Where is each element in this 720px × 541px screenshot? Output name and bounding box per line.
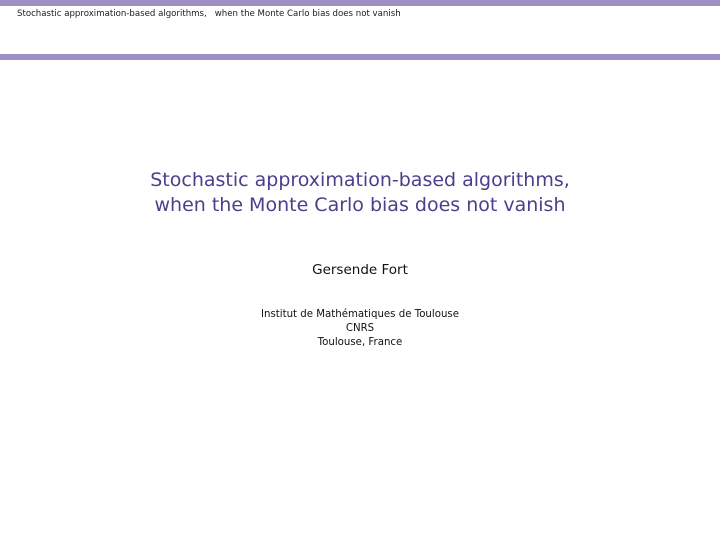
running-header-subtitle: when the Monte Carlo bias does not vanish	[214, 9, 401, 19]
slide-title-line-2: when the Monte Carlo bias does not vanish	[154, 194, 566, 216]
running-header	[17, 9, 401, 19]
running-header-title: Stochastic approximation-based algorithms,	[17, 9, 207, 19]
affiliation-organization: CNRS	[345, 323, 375, 334]
header-band	[0, 54, 720, 60]
slide-title-line-1: Stochastic approximation-based algorithms,	[150, 169, 570, 191]
author-name: Gersende Fort	[312, 262, 408, 278]
top-accent-bar	[0, 0, 720, 6]
affiliation	[0, 308, 720, 350]
affiliation-institute: Institut de Mathématiques de Toulouse	[261, 309, 459, 320]
affiliation-location: Toulouse, France	[317, 337, 403, 348]
slide-title	[0, 168, 720, 218]
